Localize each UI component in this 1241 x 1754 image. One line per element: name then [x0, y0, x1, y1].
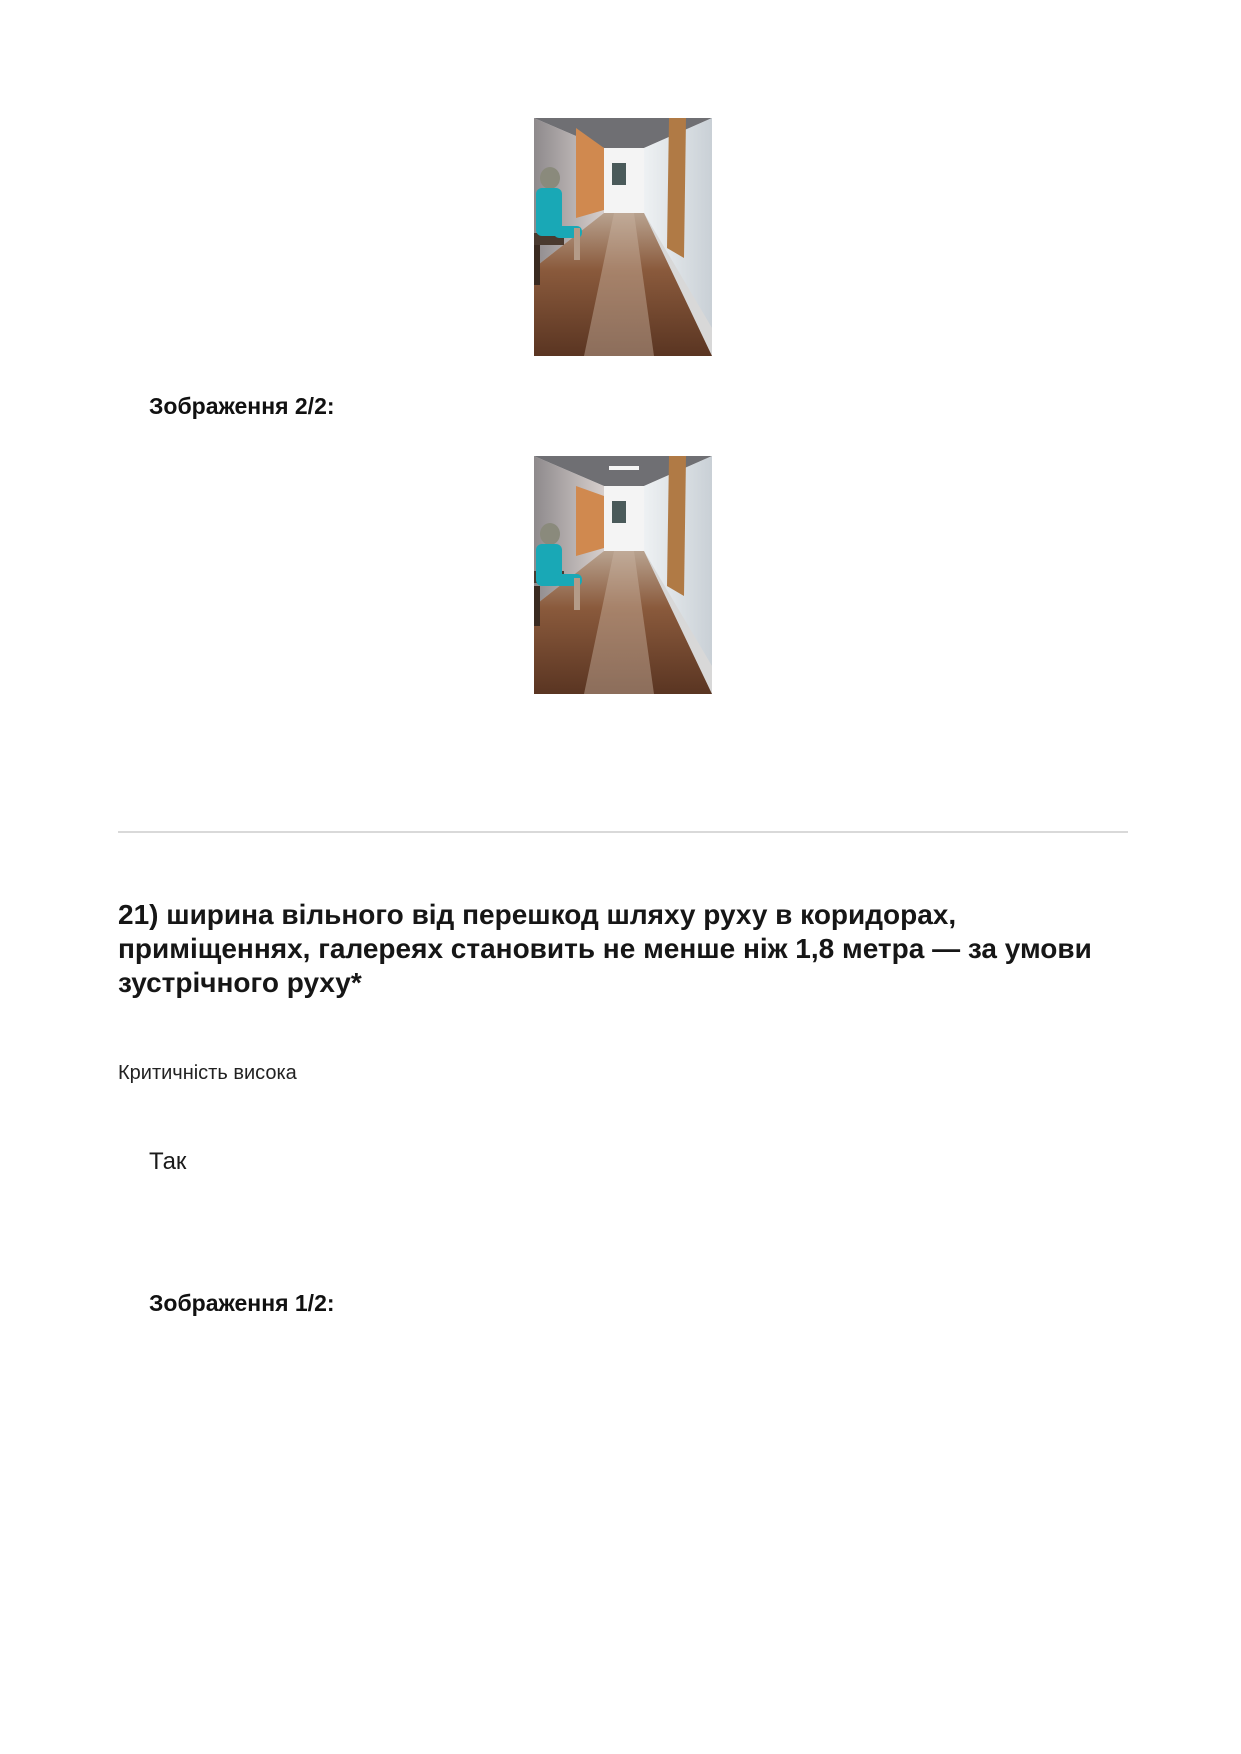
image-caption-1-of-2: Зображення 1/2: [149, 1290, 335, 1316]
section-divider [118, 831, 1128, 833]
image-caption-2-of-2: Зображення 2/2: [149, 393, 335, 419]
question-title: 21) ширина вільного від перешкод шляху руху в коридорах, приміщеннях, галереях становить не менше ніж 1,8 метра — за умови зустрічного руху* [118, 899, 1092, 998]
answer-value: Так [149, 1148, 187, 1175]
corridor-photo-icon [534, 118, 712, 356]
corridor-photo-2 [534, 456, 712, 694]
corridor-photo-icon [534, 456, 712, 694]
criticality-label: Критичність висока [118, 1062, 297, 1084]
corridor-photo-1 [534, 118, 712, 356]
